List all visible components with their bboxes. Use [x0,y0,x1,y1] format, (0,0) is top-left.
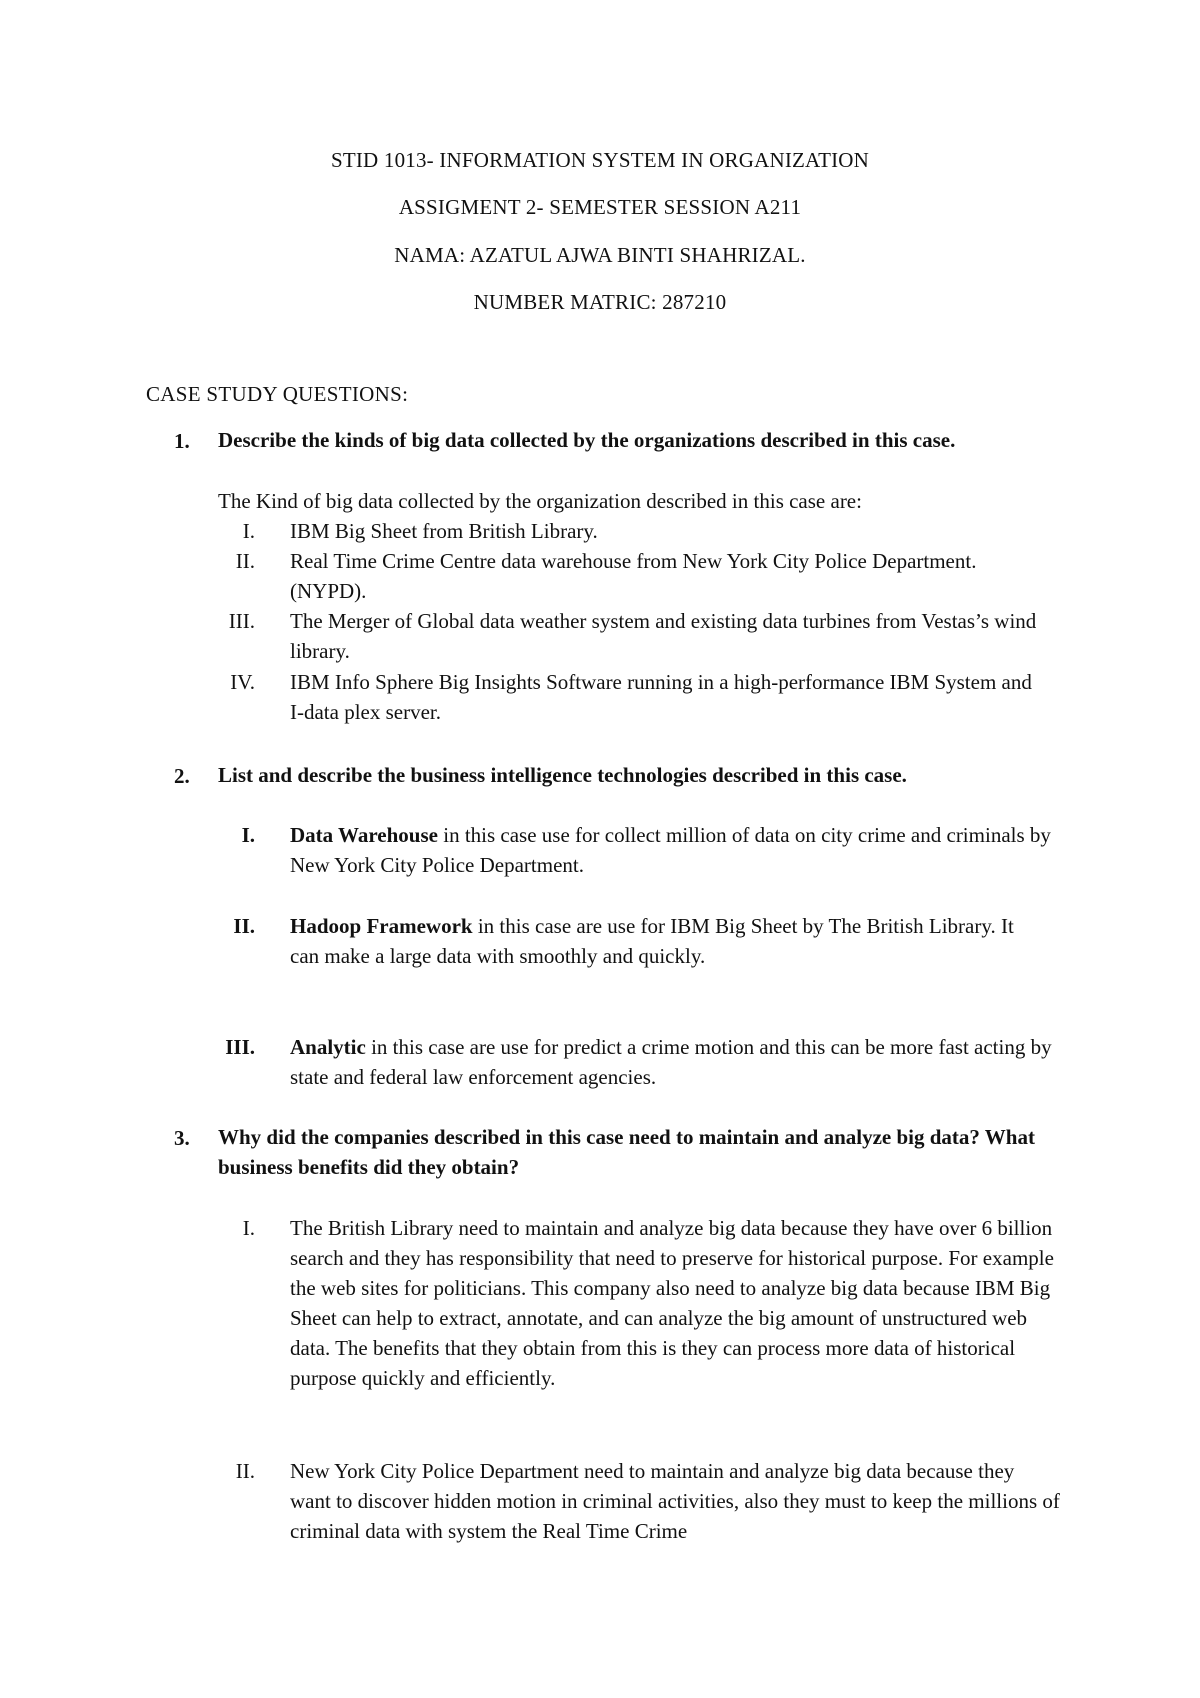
question-3-text: Why did the companies described in this case need to maintain and analyze big data? What business benefits did they obtain? [218,1125,1035,1179]
matric-number: NUMBER MATRIC: 287210 [473,290,727,314]
q2-item-3-desc: in this case are use for predict a crime motion and this can be more fast acting by state and federal law enforcement agencies. [290,1035,1052,1089]
q2-item-2-term: Hadoop Framework [290,914,473,938]
q3-item-1-numeral: I. [242,1216,255,1240]
q2-item-1-desc: in this case use for collect million of data on city crime and criminals by New York City Police Department. [290,823,1051,877]
q1-item-2-numeral: II. [235,549,255,573]
question-2-text: List and describe the business intelligence technologies described in this case. [218,763,907,787]
question-3-number: 3. [174,1126,190,1150]
course-title: STID 1013- INFORMATION SYSTEM IN ORGANIZATION [330,148,870,172]
assignment-title: ASSIGMENT 2- SEMESTER SESSION A211 [398,195,802,219]
q1-item-3-text: The Merger of Global data weather system and existing data turbines from Vestas’s wind library. [290,609,1037,663]
question-2-number: 2. [174,764,190,788]
section-heading: CASE STUDY QUESTIONS: [146,382,409,406]
q2-item-3-text [290,1032,1060,1092]
q2-item-1-numeral: I. [241,823,255,847]
student-name: NAMA: AZATUL AJWA BINTI SHAHRIZAL. [394,243,806,267]
q1-item-3-numeral: III. [228,609,255,633]
question-1-intro: The Kind of big data collected by the organization described in this case are: [218,489,862,513]
question-1-text: Describe the kinds of big data collected by the organizations described in this case. [218,428,956,452]
q3-item-1-text: The British Library need to maintain and analyze big data because they have over 6 billion search and they has responsibility that need to preserve for historical purpose. For example the web sites for politicians. This company also need to analyze big data because IBM Big Sheet can help to extract, annotate, and can analyze the big amount of unstructured web data. The benefits that they obtain from this is they can process more data of historical purpose quickly and efficiently. [290,1216,1054,1390]
q2-item-1-text [290,820,1060,880]
q1-item-1-text: IBM Big Sheet from British Library. [290,519,598,543]
q3-item-2-text: New York City Police Department need to maintain and analyze big data because they want to discover hidden motion in criminal activities, also they must to keep the millions of criminal data with system the Real Time Crime [290,1459,1060,1543]
q1-item-1-numeral: I. [242,519,255,543]
q3-item-2-numeral: II. [235,1459,255,1483]
question-1-number: 1. [174,429,190,453]
q2-item-2-text [290,911,1040,971]
q2-item-1-term: Data Warehouse [290,823,438,847]
q1-item-2-text: Real Time Crime Centre data warehouse from New York City Police Department. (NYPD). [290,549,977,603]
q2-item-3-term: Analytic [290,1035,366,1059]
q2-item-2-numeral: II. [233,914,255,938]
q1-item-4-numeral: IV. [230,670,255,694]
q1-item-4-text: IBM Info Sphere Big Insights Software running in a high-performance IBM System and I-data plex server. [290,670,1032,724]
q2-item-3-numeral: III. [225,1035,255,1059]
q2-item-2-desc: in this case are use for IBM Big Sheet by The British Library. It can make a large data with smoothly and quickly. [290,914,1014,968]
